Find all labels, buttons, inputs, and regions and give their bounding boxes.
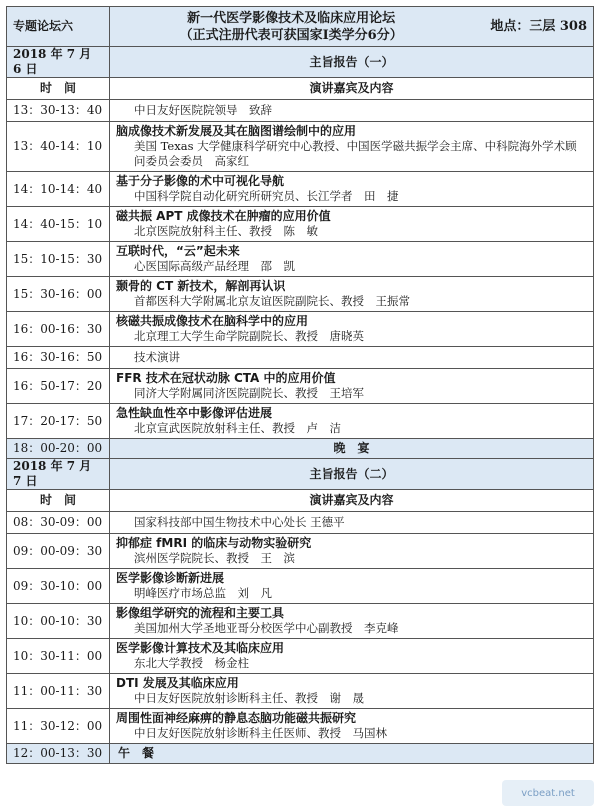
row-content — [110, 404, 594, 439]
schedule-row — [7, 639, 594, 674]
talk-speaker: 心医国际高级产品经理 邵 凯 — [134, 259, 295, 273]
row-content — [110, 604, 594, 639]
talk-title: 基于分子影像的术中可视化导航 — [116, 174, 285, 188]
content-column-header: 演讲嘉宾及内容 — [110, 490, 594, 512]
row-time: 08：30-09：00 — [7, 512, 110, 534]
row-time: 10：00-10：30 — [7, 604, 110, 639]
header-row — [7, 7, 594, 47]
row-time: 16：00-16：30 — [7, 312, 110, 347]
row-content — [110, 534, 594, 569]
row-content — [110, 122, 594, 172]
talk-speaker: 东北大学教授 杨金柱 — [134, 656, 249, 670]
break-time: 18：00-20：00 — [7, 439, 110, 459]
row-time: 16：30-16：50 — [7, 347, 110, 369]
talk-speaker: 美国加州大学圣地亚哥分校医学中心副教授 李克峰 — [134, 621, 399, 635]
row-content — [110, 100, 594, 122]
row-content — [110, 242, 594, 277]
day-session-row — [7, 459, 594, 490]
talk-title: 核磁共振成像技术在脑科学中的应用 — [116, 314, 309, 328]
schedule-row — [7, 534, 594, 569]
schedule-row — [7, 569, 594, 604]
row-content — [110, 277, 594, 312]
row-time: 14：10-14：40 — [7, 172, 110, 207]
break-row — [7, 439, 594, 459]
row-content — [110, 369, 594, 404]
schedule-row — [7, 277, 594, 312]
row-content — [110, 207, 594, 242]
talk-title: 磁共振 APT 成像技术在肿瘤的应用价值 — [116, 209, 331, 223]
schedule-row — [7, 512, 594, 534]
talk-speaker: 滨州医学院院长、教授 王 滨 — [134, 551, 295, 565]
row-time: 09：00-09：30 — [7, 534, 110, 569]
schedule-row — [7, 604, 594, 639]
talk-speaker: 中国科学院自动化研究所研究员、长江学者 田 捷 — [134, 189, 399, 203]
break-row — [7, 744, 594, 764]
row-time: 09：30-10：00 — [7, 569, 110, 604]
row-time: 13：30-13：40 — [7, 100, 110, 122]
column-header-row — [7, 490, 594, 512]
session-title: 主旨报告（二） — [110, 459, 594, 490]
talk-speaker: 国家科技部中国生物技术中心处长 王德平 — [134, 515, 345, 529]
row-time: 16：50-17：20 — [7, 369, 110, 404]
talk-title: 脑成像技术新发展及其在脑图谱绘制中的应用 — [116, 124, 357, 138]
talk-title: 医学影像诊断新进展 — [116, 571, 225, 585]
talk-title: DTI 发展及其临床应用 — [116, 676, 239, 690]
row-time: 14：40-15：10 — [7, 207, 110, 242]
talk-speaker: 北京医院放射科主任、教授 陈 敏 — [134, 224, 318, 238]
talk-title: 医学影像计算技术及其临床应用 — [116, 641, 285, 655]
schedule-row — [7, 369, 594, 404]
talk-speaker: 技术演讲 — [134, 350, 180, 364]
day-date: 2018 年 7 月 7 日 — [7, 459, 110, 490]
talk-speaker: 明峰医疗市场总监 刘 凡 — [134, 586, 272, 600]
day-date: 2018 年 7 月 6 日 — [7, 47, 110, 78]
schedule-row — [7, 207, 594, 242]
schedule-row — [7, 347, 594, 369]
row-content — [110, 674, 594, 709]
row-time: 11：30-12：00 — [7, 709, 110, 744]
talk-speaker: 中日友好医院放射诊断科主任、教授 谢 晟 — [134, 691, 364, 705]
talk-title: 互联时代，“云”起未来 — [116, 244, 240, 258]
row-time: 11：00-11：30 — [7, 674, 110, 709]
schedule-row — [7, 404, 594, 439]
schedule-row — [7, 172, 594, 207]
schedule-row — [7, 122, 594, 172]
schedule-row — [7, 674, 594, 709]
forum-title: 新一代医学影像技术及临床应用论坛 — [187, 10, 396, 26]
row-content — [110, 639, 594, 674]
session-title: 主旨报告（一） — [110, 47, 594, 78]
row-time: 15：10-15：30 — [7, 242, 110, 277]
row-time: 13：40-14：10 — [7, 122, 110, 172]
row-time: 15：30-16：00 — [7, 277, 110, 312]
talk-title: 急性缺血性卒中影像评估进展 — [116, 406, 273, 420]
row-content — [110, 172, 594, 207]
section-label: 专题论坛六 — [7, 7, 110, 47]
row-content — [110, 312, 594, 347]
schedule-row — [7, 312, 594, 347]
column-header-row — [7, 78, 594, 100]
break-label: 午 餐 — [110, 744, 594, 764]
talk-speaker: 北京宣武医院放射科主任、教授 卢 洁 — [134, 421, 341, 435]
time-column-header: 时 间 — [7, 78, 110, 100]
schedule-row — [7, 100, 594, 122]
schedule-table — [6, 6, 594, 764]
row-content — [110, 569, 594, 604]
talk-speaker: 中日友好医院院领导 致辞 — [134, 103, 272, 117]
schedule-row — [7, 709, 594, 744]
break-time: 12：00-13：30 — [7, 744, 110, 764]
talk-title: 影像组学研究的流程和主要工具 — [116, 606, 285, 620]
talk-speaker: 中日友好医院放射诊断科主任医师、教授 马国林 — [134, 726, 387, 740]
talk-speaker: 美国 Texas 大学健康科学研究中心教授、中国医学磁共振学会主席、中科院海外学术顾问委员会委员 高家红 — [134, 139, 577, 168]
forum-subtitle: （正式注册代表可获国家Ⅰ类学分6分） — [179, 27, 403, 43]
row-time: 17：20-17：50 — [7, 404, 110, 439]
row-content — [110, 347, 594, 369]
watermark-logo: vcbeat.net — [502, 780, 594, 806]
content-column-header: 演讲嘉宾及内容 — [110, 78, 594, 100]
row-time: 10：30-11：00 — [7, 639, 110, 674]
talk-speaker: 首都医科大学附属北京友谊医院副院长、教授 王振常 — [134, 294, 410, 308]
break-label: 晚 宴 — [110, 439, 594, 459]
day-session-row — [7, 47, 594, 78]
talk-speaker: 北京理工大学生命学院副院长、教授 唐晓英 — [134, 329, 364, 343]
location-label: 地点：三层 308 — [490, 19, 587, 34]
row-content — [110, 709, 594, 744]
talk-speaker: 同济大学附属同济医院副院长、教授 王培军 — [134, 386, 364, 400]
time-column-header: 时 间 — [7, 490, 110, 512]
forum-header — [110, 7, 594, 47]
talk-title: FFR 技术在冠状动脉 CTA 中的应用价值 — [116, 371, 336, 385]
schedule-row — [7, 242, 594, 277]
talk-title: 周围性面神经麻痹的静息态脑功能磁共振研究 — [116, 711, 357, 725]
talk-title: 颞骨的 CT 新技术，解剖再认识 — [116, 279, 286, 293]
row-content — [110, 512, 594, 534]
talk-title: 抑郁症 fMRI 的临床与动物实验研究 — [116, 536, 312, 550]
